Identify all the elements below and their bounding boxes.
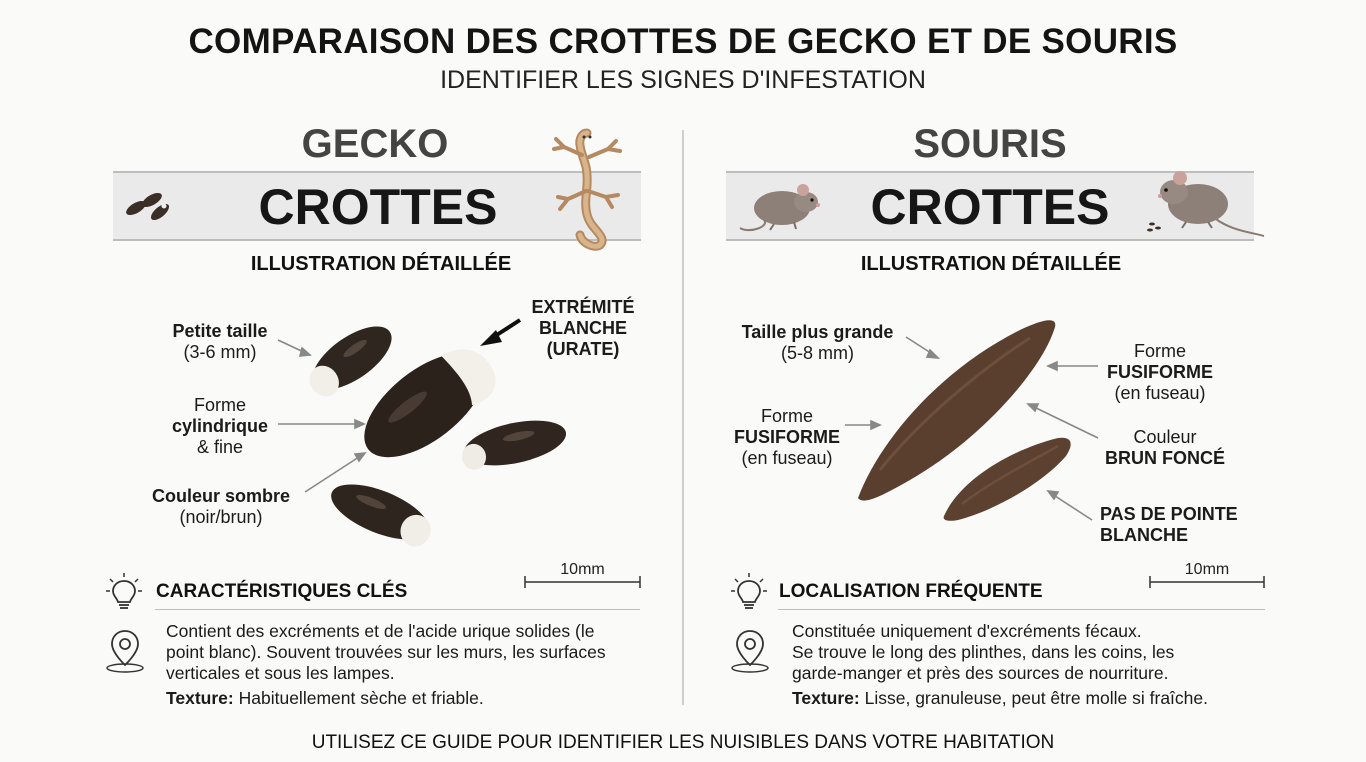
mouse-section-rule — [778, 609, 1265, 610]
gecko-label-size-bold: Petite taille — [172, 321, 268, 341]
mouse-label-size — [730, 322, 905, 364]
gecko-desc-line1: Contient des excréments et de l'acide urique solides (le — [166, 621, 595, 641]
mouse-label-no-tip-line2: BLANCHE — [1100, 525, 1188, 545]
page-title: COMPARAISON DES CROTTES DE GECKO ET DE SOURIS — [188, 22, 1178, 61]
mouse-header: SOURIS — [913, 122, 1067, 166]
mouse-label-shape-right-bold: FUSIFORME — [1107, 362, 1213, 382]
mouse-label-shape-right-line3: (en fuseau) — [1114, 383, 1206, 403]
mouse-section-title: LOCALISATION FRÉQUENTE — [779, 581, 1043, 602]
page-subtitle: IDENTIFIER LES SIGNES D'INFESTATION — [440, 66, 926, 94]
mouse-texture-value: Lisse, granuleuse, peut être molle si fraîche. — [859, 688, 1208, 708]
gecko-texture-value: Habituellement sèche et friable. — [233, 688, 484, 708]
mouse-banner-title: CROTTES — [870, 179, 1110, 235]
gecko-section-title: CARACTÉRISTIQUES CLÉS — [156, 581, 408, 602]
mouse-desc-line1: Constituée uniquement d'excréments fécaux. — [792, 621, 1142, 641]
mouse-label-shape-left-line3: (en fuseau) — [741, 448, 833, 468]
mouse-label-no-tip — [1100, 504, 1260, 546]
gecko-label-shape-line1: Forme — [193, 395, 246, 415]
mouse-label-shape-right — [1096, 341, 1224, 404]
lightbulb-icon — [730, 572, 768, 612]
gecko-label-color-bold: Couleur sombre — [151, 486, 291, 506]
mouse-label-shape-left-bold: FUSIFORME — [734, 427, 840, 447]
location-pin-icon — [729, 628, 771, 674]
gecko-label-tip-line1: EXTRÉMITÉ — [531, 297, 635, 317]
gecko-label-shape-bold: cylindrique — [171, 416, 269, 436]
mouse-label-shape-left-line1: Forme — [760, 406, 813, 426]
mouse-texture — [792, 688, 1292, 709]
gecko-label-color-sub: (noir/brun) — [179, 507, 263, 527]
gecko-label-tip-line2: BLANCHE — [539, 318, 627, 338]
gecko-texture-label: Texture: — [166, 688, 234, 708]
mouse-desc-line3: garde-manger et près des sources de nourriture. — [792, 663, 1169, 683]
mouse-illustration-title: ILLUSTRATION DÉTAILLÉE — [860, 253, 1122, 275]
gecko-header: GECKO — [301, 122, 449, 166]
mouse-desc-line2: Se trouve le long des plinthes, dans les coins, les — [792, 642, 1175, 662]
gecko-illustration-title: ILLUSTRATION DÉTAILLÉE — [250, 253, 512, 275]
gecko-banner-title: CROTTES — [258, 179, 498, 235]
mouse-texture-label: Texture: — [792, 688, 860, 708]
footer-note: UTILISEZ CE GUIDE POUR IDENTIFIER LES NUISIBLES DANS VOTRE HABITATION — [311, 732, 1055, 753]
mouse-label-color-line1: Couleur — [1133, 427, 1197, 447]
mouse-label-no-tip-line1: PAS DE POINTE — [1100, 504, 1238, 524]
gecko-label-shape-line3: & fine — [196, 437, 244, 457]
mouse-description — [792, 621, 1292, 684]
gecko-label-size-sub: (3-6 mm) — [183, 342, 257, 362]
gecko-label-tip-line3: (URATE) — [546, 339, 620, 359]
mouse-label-color — [1096, 427, 1234, 469]
mouse-label-size-sub: (5-8 mm) — [781, 343, 854, 363]
mouse-label-shape-left — [722, 406, 852, 469]
mouse-scale-label: 10mm — [1184, 561, 1230, 578]
gecko-desc-line3: verticales et sous les lampes. — [166, 663, 395, 683]
mouse-label-shape-right-line1: Forme — [1133, 341, 1186, 361]
mouse-label-color-bold: BRUN FONCÉ — [1105, 448, 1225, 468]
gecko-desc-line2: point blanc). Souvent trouvées sur les murs, les surfaces — [166, 642, 606, 662]
gecko-scale-label: 10mm — [560, 561, 605, 578]
mouse-label-size-bold: Taille plus grande — [741, 322, 894, 342]
